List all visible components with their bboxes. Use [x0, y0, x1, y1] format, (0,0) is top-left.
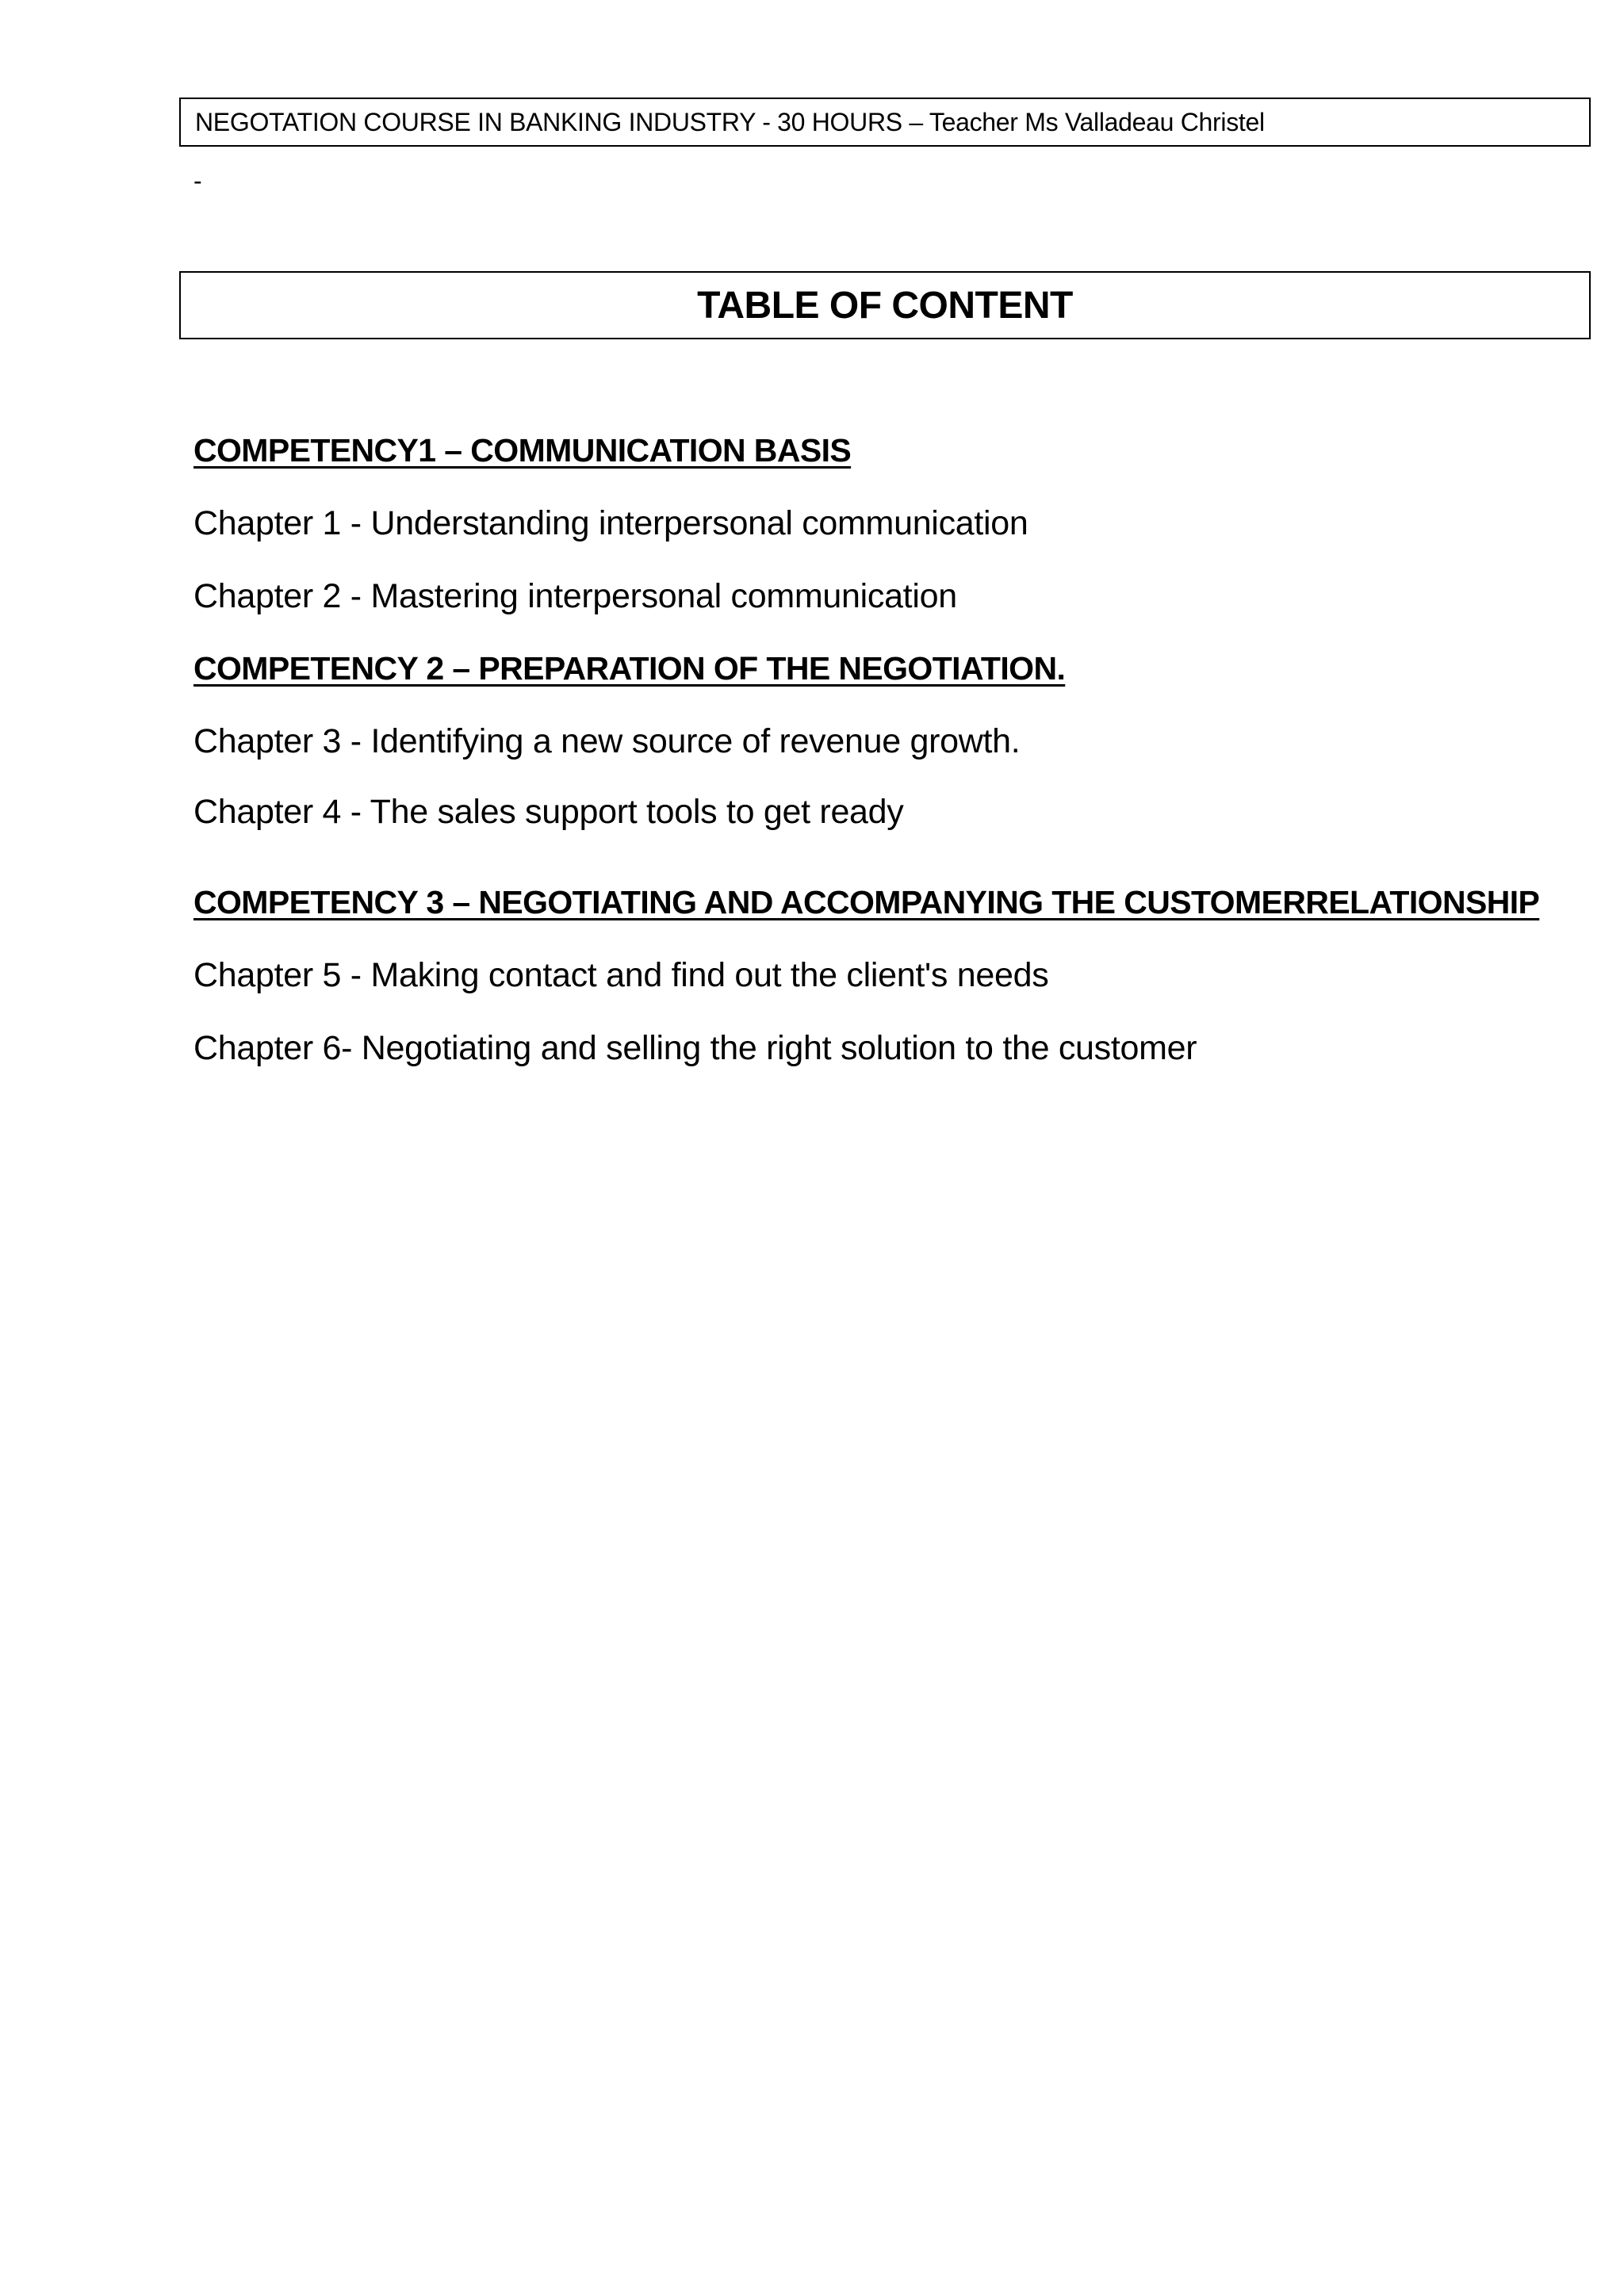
chapter-5-entry: Chapter 5 - Making contact and find out the client's needs	[193, 956, 1049, 994]
course-header-text: NEGOTATION COURSE IN BANKING INDUSTRY - 30 HOURS – Teacher Ms Valladeau Christel	[195, 107, 1265, 136]
toc-title: TABLE OF CONTENT	[697, 284, 1073, 327]
chapter-4-entry: Chapter 4 - The sales support tools to get ready	[193, 793, 904, 831]
competency-3-heading: COMPETENCY 3 – NEGOTIATING AND ACCOMPANYING THE CUSTOMERRELATIONSHIP	[193, 884, 1540, 920]
toc-title-box	[179, 271, 1591, 339]
chapter-2-entry: Chapter 2 - Mastering interpersonal communication	[193, 577, 957, 615]
course-header	[179, 98, 1591, 147]
dash-marker: -	[193, 166, 202, 195]
chapter-1-entry: Chapter 1 - Understanding interpersonal communication	[193, 504, 1028, 542]
chapter-6-entry: Chapter 6- Negotiating and selling the right solution to the customer	[193, 1029, 1197, 1067]
competency-2-heading: COMPETENCY 2 – PREPARATION OF THE NEGOTIATION.	[193, 650, 1066, 687]
chapter-3-entry: Chapter 3 - Identifying a new source of revenue growth.	[193, 722, 1021, 760]
competency-1-heading: COMPETENCY1 – COMMUNICATION BASIS	[193, 432, 852, 469]
